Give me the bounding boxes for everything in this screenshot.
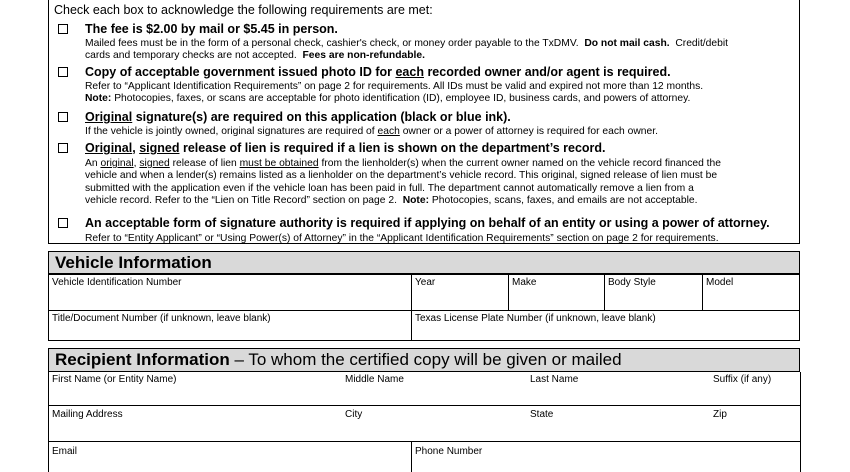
divider	[411, 441, 412, 472]
divider	[800, 372, 801, 472]
last-name-field[interactable]: Last Name	[530, 374, 579, 385]
email-field[interactable]: Email	[52, 446, 78, 457]
year-field[interactable]	[411, 274, 509, 311]
divider	[48, 405, 801, 406]
body-style-field[interactable]	[604, 274, 703, 311]
phone-number-field[interactable]: Phone Number	[415, 446, 483, 457]
middle-name-field[interactable]: Middle Name	[345, 374, 404, 385]
release-of-lien-checkbox[interactable]	[58, 143, 68, 153]
zip-field[interactable]: Zip	[713, 409, 727, 420]
section-title: Vehicle Information	[55, 253, 212, 272]
first-name-field[interactable]: First Name (or Entity Name)	[52, 374, 177, 385]
fee-checkbox[interactable]	[58, 24, 68, 34]
field-label: Model	[706, 277, 734, 288]
requirement-head: Original, signed release of lien is required if a lien is shown on the department’s record.	[85, 141, 606, 155]
requirement-detail: If the vehicle is jointly owned, original signatures are required of each owner or a power of attorney is required for each owner.	[85, 126, 658, 137]
requirement-head: An acceptable form of signature authority is required if applying on behalf of an entity or using a power of attorney.	[85, 216, 770, 230]
requirements-intro: Check each box to acknowledge the following requirements are met:	[54, 3, 433, 17]
section-title: Recipient Information – To whom the certified copy will be given or mailed	[55, 350, 622, 369]
field-label: Vehicle Identification Number	[52, 277, 182, 288]
divider	[48, 372, 49, 472]
field-label: Texas License Plate Number (if unknown, leave blank)	[415, 313, 656, 324]
vehicle-section-header	[48, 251, 800, 274]
field-label: Make	[512, 277, 537, 288]
signature-authority-checkbox[interactable]	[58, 218, 68, 228]
recipient-section-header	[48, 348, 800, 372]
title-document-number-field[interactable]	[48, 310, 412, 341]
requirement-detail: Refer to “Entity Applicant” or “Using Power(s) of Attorney” in the “Applicant Identification Requirements” section on page 2 for requirements.	[85, 233, 719, 244]
mailing-address-field[interactable]: Mailing Address	[52, 409, 123, 420]
requirement-head: Copy of acceptable government issued photo ID for each recorded owner and/or agent is required.	[85, 65, 671, 79]
field-label: Year	[415, 277, 436, 288]
photo-id-checkbox[interactable]	[58, 67, 68, 77]
make-field[interactable]	[508, 274, 605, 311]
model-field[interactable]	[702, 274, 800, 311]
requirement-detail: Refer to “Applicant Identification Requirements” on page 2 for requirements. All IDs must be valid and expired not more than 12 months. Note: Photocopies, faxes, or scans are acceptable for photo identification (ID), employee ID, business cards, and powers of attorney.	[85, 81, 704, 105]
vin-field[interactable]	[48, 274, 412, 311]
requirement-detail: An original, signed release of lien must be obtained from the lienholder(s) when the current owner named on the vehicle record financed the vehicle and when a lender(s) remains listed as a lienholder on the department’s vehicle record. This original, signed release of lien must be submitted with the application even if the vehicle loan has been paid in full. The department cannot automatically remove a lien from a vehicle record. Refer to the “Lien on Title Record” section on page 2. Note: Photocopies, scans, faxes, and emails are not acceptable.	[85, 158, 721, 207]
city-field[interactable]: City	[345, 409, 363, 420]
signatures-checkbox[interactable]	[58, 112, 68, 122]
state-field[interactable]: State	[530, 409, 554, 420]
field-label: Body Style	[608, 277, 656, 288]
divider	[48, 441, 801, 442]
license-plate-field[interactable]	[411, 310, 800, 341]
requirement-detail: Mailed fees must be in the form of a personal check, cashier's check, or money order payable to the TxDMV. Do not mail cash. Credit/debit cards and temporary checks are not accepted. Fees are non-refundable.	[85, 38, 728, 62]
requirement-head: Original signature(s) are required on this application (black or blue ink).	[85, 110, 511, 124]
requirement-head: The fee is $2.00 by mail or $5.45 in person.	[85, 22, 338, 36]
suffix-field[interactable]: Suffix (if any)	[713, 374, 772, 385]
field-label: Title/Document Number (if unknown, leave blank)	[52, 313, 271, 324]
